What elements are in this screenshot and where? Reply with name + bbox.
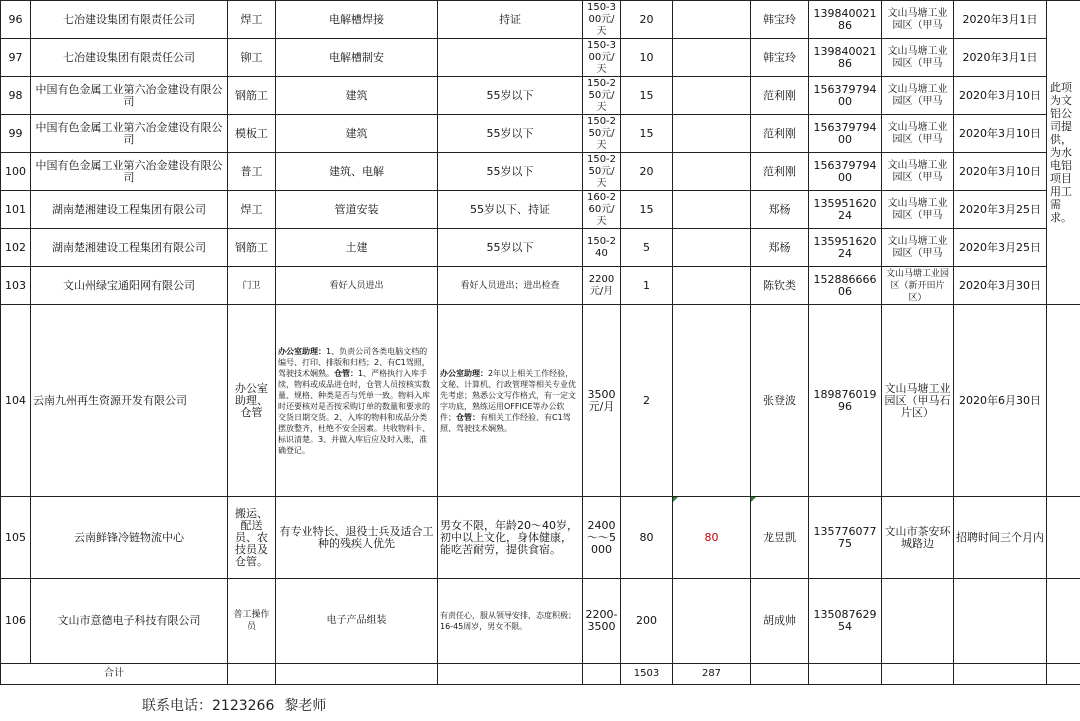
cell-no: 96 [1,1,31,39]
table-row [1,115,1080,153]
cell-job: 普工 [228,153,276,191]
cell-company: 湖南楚湘建设工程集团有限公司 [31,191,228,229]
cell-no: 101 [1,191,31,229]
cell-salary: 150-250元/天 [583,115,621,153]
cell-company: 七冶建设集团有限责任公司 [31,39,228,77]
table-row [1,229,1080,267]
table-row [1,39,1080,77]
cell-count: 1 [621,267,673,305]
cell-name: 陈钦类 [751,267,809,305]
cell-date: 2020年3月1日 [954,39,1047,77]
cell-phone: 13984002186 [809,1,882,39]
cell-req: 55岁以下 [438,229,583,267]
cell-count: 5 [621,229,673,267]
cell-salary: 150-240 [583,229,621,267]
cell-company: 湖南楚湘建设工程集团有限公司 [31,229,228,267]
cell-no: 97 [1,39,31,77]
cell-date: 2020年3月10日 [954,153,1047,191]
cell-job: 钢筋工 [228,77,276,115]
cell-desc: 建筑 [276,77,438,115]
cell-req: 持证 [438,1,583,39]
cell-count: 20 [621,1,673,39]
cell-no: 100 [1,153,31,191]
cell-phone: 15288666606 [809,267,882,305]
cell-desc: 建筑 [276,115,438,153]
cell-salary: 2200元/月 [583,267,621,305]
cell-company: 文山州绿宝通阳网有限公司 [31,267,228,305]
cell-desc: 电解槽制安 [276,39,438,77]
cell-job: 模板工 [228,115,276,153]
cell-req: 看好人员进出；进出检查 [438,267,583,305]
cell-desc: 电解槽焊接 [276,1,438,39]
cell-phone: 13595162024 [809,191,882,229]
cell-count: 15 [621,191,673,229]
cell-name: 韩宝玲 [751,39,809,77]
cell-salary: 150-300元/天 [583,1,621,39]
cell-desc: 建筑、电解 [276,153,438,191]
cell-date: 2020年3月10日 [954,77,1047,115]
cell-salary: 160-260元/天 [583,191,621,229]
table-row [1,191,1080,229]
table-row [1,267,1080,305]
cell-count: 15 [621,115,673,153]
cell-job: 焊工 [228,191,276,229]
cell-count: 20 [621,153,673,191]
cell-name: 范利刚 [751,153,809,191]
cell-salary: 150-300元/天 [583,39,621,77]
cell-addr: 文山马塘工业园区（甲马 [882,39,954,77]
table-row: 106 文山市意德电子科技有限公司 普工操作员 电子产品组装 有责任心，服从领导安排，态度积极；16-45周岁，男女不限。 2200-3500 200 胡成帅 13508762954 [1,579,1080,664]
cell-req: 55岁以下 [438,77,583,115]
cell-job: 焊工 [228,1,276,39]
cell-name: 郑杨 [751,229,809,267]
cell-name: 范利刚 [751,77,809,115]
contact-line: 联系电话：2123266 黎老师 [142,698,327,714]
cell-date: 2020年3月10日 [954,115,1047,153]
cell-addr: 文山马塘工业园区（甲马 [882,191,954,229]
job-description: 办公室助理：1、负责公司各类电脑文档的编号、打印、排版和归档；2、有C1驾照，驾驶技术娴熟。仓管：1、严格执行入库手续，物料或成品进仓时，仓管人员按核实数量、规格、种类是否与凭单一致。物料入库时还要核对是否按采购订单的数量和要求的交货日期交货。2、入库的物料和成品分类摆放整齐，杜绝不安全因素。共收物料卡、标识清楚。3、并做入库后应及时入账，准确登记。 [276,305,438,497]
cell-name: 郑杨 [751,191,809,229]
cell-job: 钢筋工 [228,229,276,267]
cell-phone: 13595162024 [809,229,882,267]
table-row [1,153,1080,191]
cell-phone: 15637979400 [809,77,882,115]
summary-row: 合计 1503 287 [1,664,1080,685]
cell-addr: 文山马塘工业园区（甲马 [882,229,954,267]
cell-phone: 15637979400 [809,115,882,153]
cell-req: 55岁以下 [438,153,583,191]
cell-desc: 土建 [276,229,438,267]
cell-date: 2020年3月25日 [954,229,1047,267]
cell-req: 55岁以下 [438,115,583,153]
cell-no: 102 [1,229,31,267]
cell-name: 范利刚 [751,115,809,153]
cell-date: 2020年3月30日 [954,267,1047,305]
cell-addr: 文山马塘工业园区（甲马 [882,1,954,39]
cell-addr: 文山马塘工业园区（甲马 [882,77,954,115]
cell-company: 七冶建设集团有限责任公司 [31,1,228,39]
cell-no: 99 [1,115,31,153]
cell-phone: 13984002186 [809,39,882,77]
cell-company: 中国有色金属工业第六冶金建设有限公司 [31,115,228,153]
cell-job: 铆工 [228,39,276,77]
table-row [1,77,1080,115]
cell-req [438,39,583,77]
table-row: 105 云南鲜锋冷链物流中心 搬运、配送员、农技员及仓管。 有专业特长、退役士兵及适合工种的残疾人优先 男女不限，年龄20～40岁，初中以上文化，身体健康，能吃苦耐劳，提供食宿。 2400～～5000 80 80 龙昱凯 13577607775 文山市茶安环城路边 招聘时间三个月内 [1,497,1080,579]
cell-company: 中国有色金属工业第六冶金建设有限公司 [31,153,228,191]
cell-addr: 文山马塘工业园区（新开田片区） [882,267,954,305]
job-requirement: 办公室助理：2年以上相关工作经验，文秘、计算机、行政管理等相关专业优先考虑；熟悉公文写作格式，有一定文字功底，熟练运用OFFICE等办公软件；仓管：有相关工作经验、有C1驾照、驾驶技术娴熟。 [438,305,583,497]
table-row [1,1,1080,39]
cell-desc: 管道安装 [276,191,438,229]
cell-no: 103 [1,267,31,305]
cell-name: 韩宝玲 [751,1,809,39]
cell-no: 98 [1,77,31,115]
cell-desc: 看好人员进出 [276,267,438,305]
table-row: 104 云南九州再生资源开发有限公司 办公室助理、仓管 办公室助理：1、负责公司各类电脑文档的编号、打印、排版和归档；2、有C1驾照，驾驶技术娴熟。仓管：1、严格执行入库手续，物料或成品进仓时，仓管人员按核实数量、规格、种类是否与凭单一致。物料入库时还要核对是否按采购订单的数量和要求的交货日期交货。2、入库的物料和成品分类摆放整齐，杜绝不安全因素。共收物料卡、标识清楚。3、并做入库后应及时入账，准确登记。 办公室助理：2年以上相关工作经验，文秘、计算机、行政管理等相关专业优先考虑；熟悉公文写作格式，有一定文字功底，熟练运用OFFICE等办公软件；仓管：有相关工作经验、有C1驾照、驾驶技术娴熟。 3500元/月 2 张登波 18987601996 文山马塘工业园区（甲马石片区） 2020年6月30日 [1,305,1080,497]
cell-phone: 15637979400 [809,153,882,191]
cell-salary: 150-250元/天 [583,153,621,191]
cell-date: 2020年3月1日 [954,1,1047,39]
cell-salary: 150-250元/天 [583,77,621,115]
note-cell: 此项为文铝公司提供，为水电铝项目用工需求。 [1047,1,1080,305]
cell-job: 门卫 [228,267,276,305]
cell-addr: 文山马塘工业园区（甲马 [882,115,954,153]
cell-date: 2020年3月25日 [954,191,1047,229]
cell-addr: 文山马塘工业园区（甲马 [882,153,954,191]
cell-company: 中国有色金属工业第六冶金建设有限公司 [31,77,228,115]
cell-req: 55岁以下、持证 [438,191,583,229]
cell-count: 10 [621,39,673,77]
cell-count: 15 [621,77,673,115]
